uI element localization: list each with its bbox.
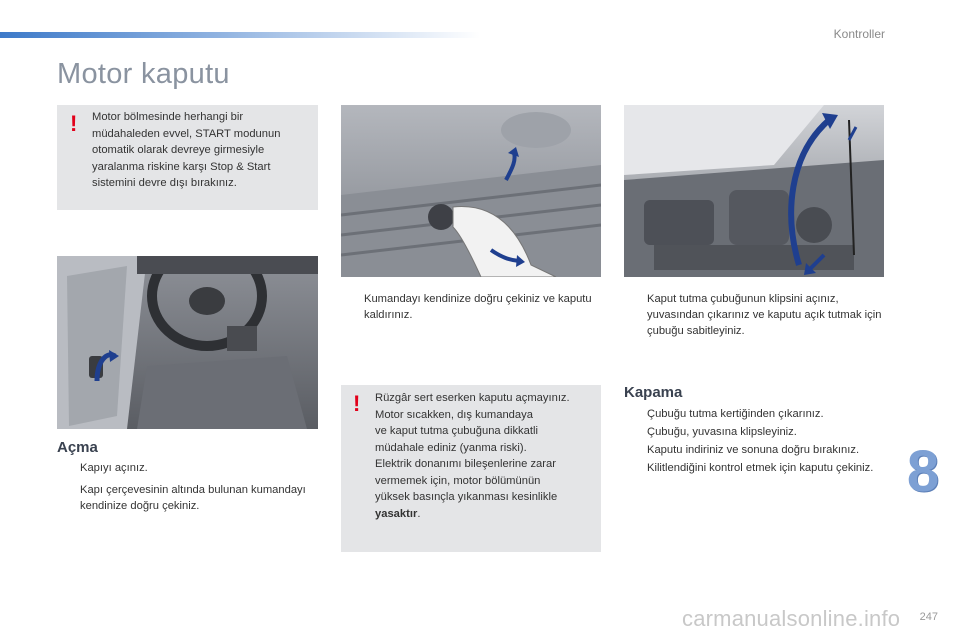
- warning-line: vermemek için, motor bölümünün: [375, 474, 541, 487]
- warning-line: ve kaput tutma çubuğuna dikkatli: [375, 425, 538, 437]
- header-accent-bar: [0, 32, 480, 38]
- list-item: Kaputu indiriniz ve sonuna doğru bırakınız.: [647, 444, 860, 456]
- exclamation-icon: !: [353, 391, 361, 416]
- warning-line: yüksek basınçla yıkanması kesinlikle: [375, 491, 558, 503]
- right-steps: [624, 291, 886, 345]
- warning-line: Motor sıcakken, dış kumandaya: [375, 408, 533, 421]
- list-item: Çubuğu, yuvasına klipsleyiniz.: [647, 426, 797, 438]
- opening-steps: [57, 460, 319, 520]
- warning-box-stop-start: [57, 105, 318, 210]
- page-title: Motor kaputu: [57, 58, 230, 90]
- section-header: Kontroller: [833, 27, 885, 41]
- list-item: Kapı çerçevesinin altında bulunan kumandayı kendinize doğru çekiniz.: [80, 484, 306, 512]
- list-item: Kilitlendiğini kontrol etmek için kaputu çekiniz.: [647, 462, 874, 474]
- warning-text: [375, 390, 599, 522]
- list-item: Çubuğu tutma kertiğinden çıkarınız.: [647, 408, 824, 420]
- warning-line: sistemini devre dışı bırakınız.: [92, 177, 237, 189]
- warning-line: müdahaleden evvel, START modunun: [92, 127, 281, 140]
- warning-box-wind: [341, 385, 601, 552]
- chapter-number: 8: [906, 439, 940, 504]
- warning-line: otomatik olarak devreye girmesiyle: [92, 144, 265, 156]
- middle-steps: [341, 291, 601, 329]
- closing-steps: [624, 406, 886, 478]
- illustration-interior-lever: [57, 256, 318, 429]
- warning-line: Elektrik donanımı bileşenlerine zarar: [375, 458, 556, 470]
- page-number: 247: [919, 611, 938, 623]
- warning-line: Motor bölmesinde herhangi bir: [92, 111, 244, 123]
- warning-line: yasaktır.: [375, 507, 421, 520]
- exclamation-icon: !: [70, 111, 78, 136]
- list-item: Kapıyı açınız.: [80, 462, 148, 474]
- opening-heading: Açma: [57, 439, 98, 456]
- warning-line: Rüzgâr sert eserken kaputu açmayınız.: [375, 392, 570, 404]
- illustration-engine-prop-rod: [624, 105, 884, 277]
- watermark: carmanualsonline.info: [682, 606, 901, 631]
- warning-line: yaralanma riskine karşı Stop & Start: [92, 160, 271, 173]
- warning-line: müdahale ediniz (yanma riski).: [375, 441, 527, 454]
- warning-text: [92, 109, 314, 192]
- list-item: Kumandayı kendinize doğru çekiniz ve kaputu kaldırınız.: [364, 293, 592, 321]
- closing-heading: Kapama: [624, 384, 683, 401]
- illustration-front-latch: [341, 105, 601, 277]
- list-item: Kaput tutma çubuğunun klipsini açınız, yuvasından çıkarınız ve kaputu açık tutmak için çubuğu sabitleyiniz.: [647, 293, 882, 337]
